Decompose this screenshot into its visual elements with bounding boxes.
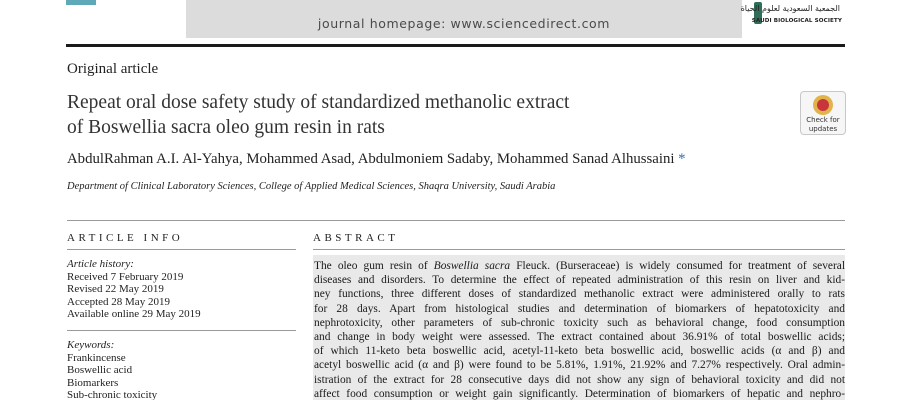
accepted-date: Accepted 28 May 2019 bbox=[67, 295, 170, 308]
check-updates-label: updates bbox=[808, 125, 838, 133]
abstract-heading: ABSTRACT bbox=[313, 232, 399, 244]
check-updates-label: Check for bbox=[806, 116, 840, 124]
abstract-line: istration of the extract for 28 consecutive days did not show any sign of behavioral toxicity and did not bbox=[314, 373, 845, 386]
publisher-logo bbox=[66, 0, 96, 5]
abstract-line: and change in body weight were assessed. The extract contained about 36.91% of total boswellic acids; bbox=[314, 331, 845, 344]
keyword-item[interactable]: Biomarkers bbox=[67, 376, 119, 389]
crossmark-icon bbox=[813, 95, 833, 115]
article-title bbox=[67, 90, 717, 140]
abstract-text-part: The oleo gum resin of bbox=[314, 260, 434, 272]
abstract-line: for 28 days. Apart from histological studies and determination of biomarkers of hepatotoxicity and bbox=[314, 302, 845, 315]
history-label: Article history: bbox=[67, 258, 134, 270]
homepage-link[interactable]: www.sciencedirect.com bbox=[450, 16, 611, 31]
society-arabic-name: الجمعية السعودية لعلوم الحياة bbox=[740, 4, 840, 13]
abstract-line: acetyl boswellic acid (α and β) were found to be 5.81%, 1.91%, 21.92% and 7.27% respectively. Oral admin- bbox=[314, 359, 845, 372]
info-divider bbox=[67, 330, 296, 331]
keyword-item[interactable]: Sub-chronic toxicity bbox=[67, 389, 158, 400]
article-info-heading: ARTICLE INFO bbox=[67, 232, 184, 244]
journal-homepage bbox=[186, 16, 742, 31]
received-date: Received 7 February 2019 bbox=[67, 270, 184, 283]
species-name: Boswellia sacra bbox=[433, 260, 511, 272]
section-divider bbox=[67, 220, 845, 221]
article-history bbox=[67, 258, 201, 321]
revised-date: Revised 22 May 2019 bbox=[67, 283, 164, 295]
article-type: Original article bbox=[67, 61, 159, 77]
check-for-updates-button[interactable] bbox=[800, 91, 846, 135]
header-rule bbox=[66, 44, 845, 47]
author-list bbox=[67, 151, 686, 168]
abstract-line bbox=[314, 259, 845, 273]
affiliation: Department of Clinical Laboratory Sciences, College of Applied Medical Sciences, Shaqra University, Saudi Arabia bbox=[67, 181, 556, 192]
homepage-label: journal homepage: bbox=[317, 16, 451, 31]
society-logo bbox=[740, 0, 844, 30]
title-line: Repeat oral dose safety study of standardized methanolic extract bbox=[67, 92, 570, 113]
keyword-item[interactable]: Frankincense bbox=[67, 351, 126, 364]
abstract-line: nephrotoxicity, other parameters of sub-chronic toxicity such as behavioral change, food consumption bbox=[314, 316, 845, 329]
title-line: of Boswellia sacra oleo gum resin in rats bbox=[67, 117, 385, 138]
abstract-heading-rule bbox=[313, 249, 845, 250]
online-date: Available online 29 May 2019 bbox=[67, 308, 201, 320]
society-name: SAUDI BIOLOGICAL SOCIETY bbox=[751, 18, 842, 24]
abstract-line: of which 11-keto beta boswellic acid, acetyl-11-keto beta boswellic acid, boswellic acids (α and β) and bbox=[314, 345, 845, 358]
abstract-body bbox=[314, 259, 845, 400]
abstract-line: diseases and disorders. To determine the effect of repeated administration of this resin on liver and kid- bbox=[314, 274, 845, 287]
abstract-text-part: Fleuck. (Burseraceae) is widely consumed for treatment of several bbox=[510, 260, 845, 272]
abstract-line: ney functions, three different doses of standardized methanolic extract were administered orally to rats bbox=[314, 288, 845, 301]
corresponding-author-link[interactable]: * bbox=[678, 151, 686, 167]
keyword-item[interactable]: Boswellic acid bbox=[67, 364, 133, 376]
info-heading-rule bbox=[67, 249, 296, 250]
keywords bbox=[67, 339, 157, 400]
authors-text: AbdulRahman A.I. Al-Yahya, Mohammed Asad, Abdulmoniem Sadaby, Mohammed Sanad Alhussaini bbox=[67, 151, 675, 167]
abstract-line: affect food consumption or weight gain significantly. Determination of biomarkers of hepatic and nephro- bbox=[314, 387, 845, 400]
keywords-label: Keywords: bbox=[67, 339, 115, 351]
